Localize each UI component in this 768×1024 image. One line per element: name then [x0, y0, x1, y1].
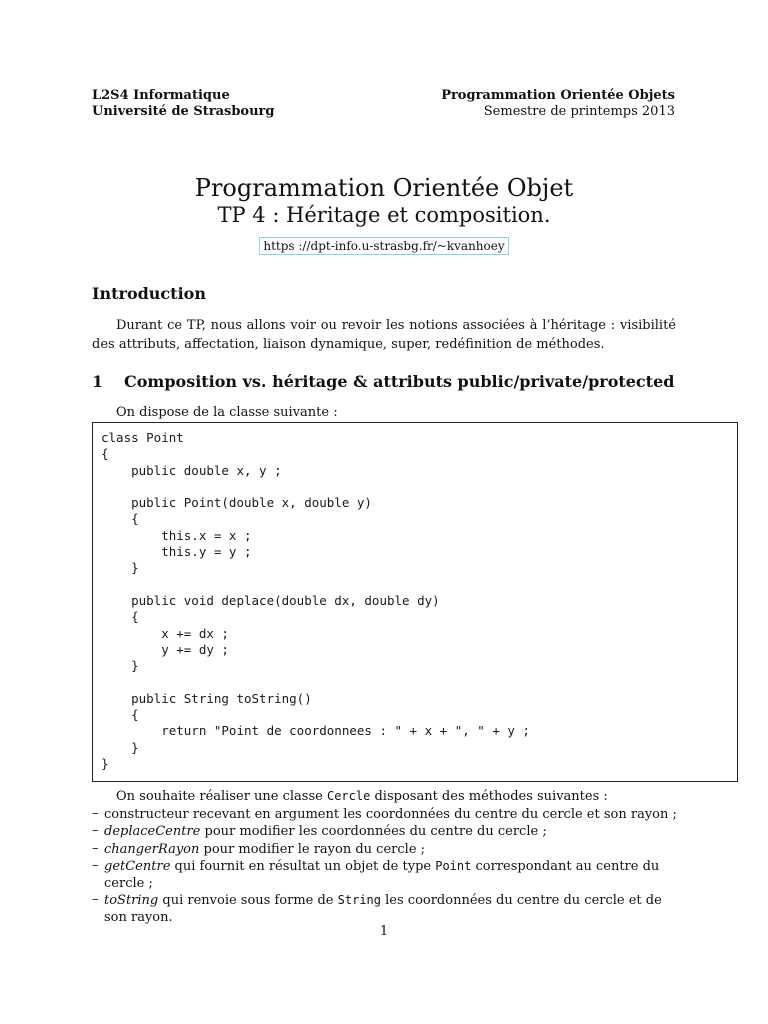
university-name: Université de Strasbourg	[92, 104, 275, 119]
header-left	[92, 88, 274, 120]
method-name: toString	[104, 893, 159, 908]
section-title: Composition vs. héritage & attributs public/private/protected	[124, 372, 675, 391]
page-subtitle: TP 4 : Héritage et composition.	[217, 203, 551, 227]
class-name-code: Cercle	[326, 789, 371, 803]
course-name: L2S4 Informatique	[92, 88, 230, 103]
intro-paragraph: Durant ce TP, nous allons voir ou revoir les notions associées à l’héritage : visibilité des attributs, affectation, liaison dynamique, super, redéfinition de méthodes.	[92, 318, 676, 352]
item-text-end: les coordonnées du centre du cercle et de son rayon.	[104, 893, 662, 925]
description-intro	[92, 788, 682, 806]
code-listing-box	[92, 422, 738, 782]
page-title: Programmation Orientée Objet	[194, 174, 574, 202]
header-right	[441, 88, 675, 120]
url-container	[0, 235, 768, 255]
method-name: changerRayon	[104, 841, 200, 857]
list-item	[92, 806, 682, 824]
item-text: qui renvoie sous forme de	[158, 893, 338, 908]
list-item	[92, 841, 682, 859]
page-number: 1	[379, 924, 389, 939]
item-text: qui fournit en résultat un objet de type	[170, 859, 436, 874]
item-text: constructeur recevant en argument les coordonnées du centre du cercle et son rayon ;	[104, 806, 677, 822]
code-listing: class Point { public double x, y ; public Point(double x, double y) { this.x = x ; this.y = y ; } public void deplace(double dx, double dy) { x += dx ; y += dy ; } public String toString() { return "Point de coordonnees : " + x + ", " + y ; } }	[101, 430, 530, 771]
dash-bullet: –	[92, 823, 99, 838]
method-description	[92, 788, 682, 926]
dash-bullet: –	[92, 805, 99, 821]
method-name: deplaceCentre	[104, 824, 201, 839]
inline-code: Point	[435, 859, 472, 873]
list-item	[92, 858, 682, 892]
section-number: 1	[92, 372, 104, 391]
intro-heading: Introduction	[92, 284, 206, 303]
course-url-link[interactable]: https ://dpt-info.u-strasbg.fr/~kvanhoey	[259, 237, 508, 255]
description-intro-text: On souhaite réaliser une classe	[116, 789, 327, 804]
course-title: Programmation Orientée Objets	[441, 88, 675, 103]
dash-bullet: –	[92, 892, 99, 907]
semester: Semestre de printemps 2013	[483, 104, 675, 119]
item-text-end: correspondant au centre du cercle ;	[104, 859, 660, 891]
section-lead: On dispose de la classe suivante :	[116, 405, 338, 420]
inline-code: String	[337, 893, 381, 907]
list-item	[92, 892, 682, 926]
item-text: pour modifier le rayon du cercle ;	[199, 841, 426, 857]
list-item	[92, 823, 682, 841]
dash-bullet: –	[92, 858, 99, 873]
section-heading	[92, 372, 674, 391]
method-list	[92, 806, 682, 927]
dash-bullet: –	[92, 840, 99, 856]
method-name: getCentre	[104, 859, 171, 874]
item-text: pour modifier les coordonnées du centre du cercle ;	[200, 824, 547, 839]
description-intro-text-end: disposant des méthodes suivantes :	[370, 789, 608, 804]
